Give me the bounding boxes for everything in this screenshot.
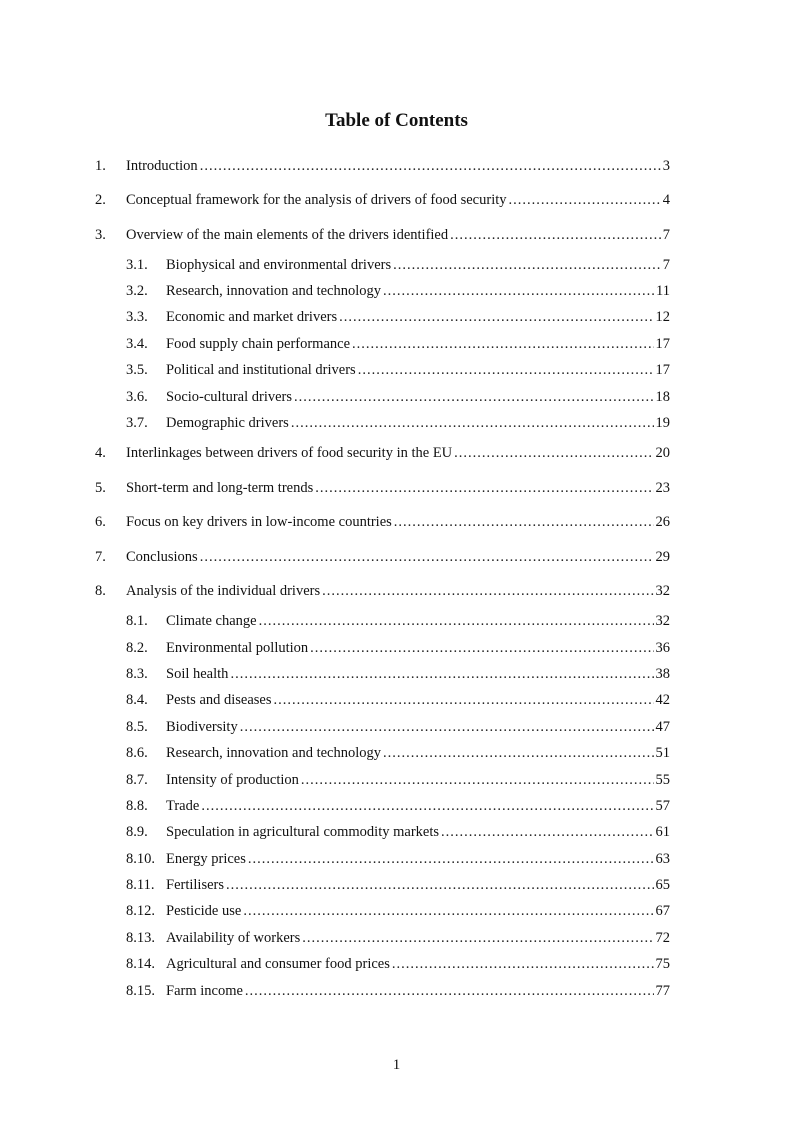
toc-entry-page: 17 [655,362,670,378]
toc-entry-number: 8.13. [126,930,155,946]
dot-leader [394,513,654,531]
toc-entry-number: 3.3. [126,309,148,325]
dot-leader [291,414,654,432]
toc-entry-number: 3. [95,227,106,243]
toc-entry-number: 8.1. [126,613,148,629]
toc-entry-number: 2. [95,192,106,208]
toc-entry-label: Intensity of production [166,772,299,788]
toc-entry-number: 3.7. [126,415,148,431]
toc-entry-number: 8.11. [126,877,155,893]
toc-entry-page: 47 [655,719,670,735]
toc-entry-page: 72 [655,930,670,946]
toc-entry-number: 8.5. [126,719,148,735]
toc-entry[interactable] [95,191,670,209]
toc-entry-number: 8.14. [126,956,155,972]
toc-entry-number: 4. [95,445,106,461]
toc-entry-label: Socio-cultural drivers [166,389,293,405]
toc-entry-page: 36 [655,640,670,656]
toc-entry-page: 55 [655,772,670,788]
toc-entry-number: 8.9. [126,824,148,840]
dot-leader [200,157,661,175]
toc-entry-number: 3.5. [126,362,148,378]
toc-entry-page: 19 [655,415,670,431]
toc-entry-label: Climate change [166,613,257,629]
toc-entry-page: 51 [655,745,670,761]
dot-leader [230,665,653,683]
toc-entry-page: 65 [655,877,670,893]
dot-leader [450,226,661,244]
dot-leader [454,444,653,462]
toc-entry-label: Overview of the main elements of the drivers identified [126,227,449,243]
toc-entry-page: 7 [662,227,670,243]
toc-entry-label: Food supply chain performance [166,336,351,352]
toc-entry-label: Research, innovation and technology [166,745,382,761]
toc-entry-page: 7 [662,257,670,273]
toc-entry[interactable] [95,444,670,462]
toc-subentry[interactable] [126,823,670,841]
dot-leader [259,612,654,630]
dot-leader [243,902,653,920]
toc-entry-number: 1. [95,158,106,174]
toc-subentry[interactable] [126,361,670,379]
toc-entry-number: 8.15. [126,983,155,999]
toc-subentry[interactable] [126,982,670,1000]
toc-subentry[interactable] [126,771,670,789]
toc-entry-label: Focus on key drivers in low-income countries [126,514,392,530]
toc-entry[interactable] [95,226,670,244]
dot-leader [274,691,654,709]
toc-entry-number: 8.2. [126,640,148,656]
dot-leader [352,335,653,353]
toc-entry-label: Demographic drivers [166,415,289,431]
toc-entry-page: 61 [655,824,670,840]
dot-leader [226,876,654,894]
dot-leader [393,256,661,274]
toc-entry-page: 67 [655,903,670,919]
toc-entry-label: Research, innovation and technology [166,283,382,299]
toc-entry-label: Political and institutional drivers [166,362,356,378]
toc-entry-page: 12 [655,309,670,325]
toc-entry-number: 8.8. [126,798,148,814]
toc-entry-page: 57 [655,798,670,814]
dot-leader [315,479,653,497]
dot-leader [302,929,653,947]
toc-entry-label: Short-term and long-term trends [126,480,314,496]
toc-entry-number: 3.4. [126,336,148,352]
toc-entry-label: Farm income [166,983,243,999]
toc-entry-number: 8.6. [126,745,148,761]
toc-entry-label: Agricultural and consumer food prices [166,956,390,972]
toc-entry-label: Environmental pollution [166,640,309,656]
toc-subentry[interactable] [126,665,670,683]
toc-subentry[interactable] [126,955,670,973]
toc-entry-label: Fertilisers [166,877,224,893]
toc-entry-label: Interlinkages between drivers of food security in the EU [126,445,453,461]
toc-subentry[interactable] [126,256,670,274]
toc-entry-page: 75 [655,956,670,972]
toc-entry-number: 5. [95,480,106,496]
toc-entry-number: 8.7. [126,772,148,788]
toc-entry-label: Biophysical and environmental drivers [166,257,392,273]
dot-leader [200,548,654,566]
toc-entry-label: Availability of workers [166,930,301,946]
dot-leader [392,955,654,973]
toc-entry-label: Introduction [126,158,198,174]
toc-entry[interactable] [95,582,670,600]
toc-entry-page: 23 [655,480,670,496]
dot-leader [301,771,654,789]
toc-entry-page: 11 [656,283,670,299]
dot-leader [441,823,653,841]
dot-leader [509,191,661,209]
toc-entry-page: 29 [655,549,670,565]
toc-entry-page: 32 [655,583,670,599]
toc-subentry[interactable] [126,902,670,920]
toc-entry-number: 3.6. [126,389,148,405]
dot-leader [240,718,654,736]
toc-entry-page: 32 [655,613,670,629]
toc-entry-number: 8.12. [126,903,155,919]
toc-entry-page: 63 [655,851,670,867]
toc-entry-label: Conceptual framework for the analysis of drivers of food security [126,192,507,208]
page-number: 1 [392,1057,401,1073]
toc-subentry[interactable] [126,876,670,894]
toc-entry-page: 26 [655,514,670,530]
toc-entry[interactable] [95,548,670,566]
toc-entry-label: Speculation in agricultural commodity markets [166,824,440,840]
toc-subentry[interactable] [126,308,670,326]
toc-entry-label: Trade [166,798,200,814]
toc-entry-label: Pesticide use [166,903,242,919]
toc-entry-label: Energy prices [166,851,246,867]
dot-leader [322,582,653,600]
toc-entry-label: Economic and market drivers [166,309,338,325]
toc-entry-page: 77 [655,983,670,999]
toc-entry-page: 4 [662,192,670,208]
page-title: Table of Contents [325,110,468,131]
dot-leader [245,982,654,1000]
toc-entry-page: 20 [655,445,670,461]
toc-entry-label: Soil health [166,666,229,682]
toc-entry-label: Analysis of the individual drivers [126,583,321,599]
toc-entry[interactable] [95,513,670,531]
dot-leader [358,361,654,379]
toc-entry-page: 17 [655,336,670,352]
toc-entry-label: Pests and diseases [166,692,272,708]
toc-subentry[interactable] [126,850,670,868]
toc-entry-number: 6. [95,514,106,530]
toc-entry[interactable] [95,157,670,175]
dot-leader [383,282,654,300]
toc-subentry[interactable] [126,691,670,709]
toc-subentry[interactable] [126,744,670,762]
toc-entry[interactable] [95,479,670,497]
dot-leader [294,388,653,406]
dot-leader [339,308,653,326]
dot-leader [310,639,653,657]
toc-entry-number: 8. [95,583,106,599]
toc-subentry[interactable] [126,335,670,353]
toc-subentry[interactable] [126,282,670,300]
toc-entry-number: 7. [95,549,106,565]
toc-subentry[interactable] [126,388,670,406]
toc-subentry[interactable] [126,612,670,630]
toc-entry-page: 42 [655,692,670,708]
toc-subentry[interactable] [126,797,670,815]
dot-leader [383,744,653,762]
toc-subentry[interactable] [126,414,670,432]
toc-entry-number: 8.10. [126,851,155,867]
toc-subentry[interactable] [126,639,670,657]
toc-entry-number: 3.1. [126,257,148,273]
toc-entry-page: 38 [655,666,670,682]
toc-entry-number: 8.4. [126,692,148,708]
toc-entry-label: Biodiversity [166,719,238,735]
dot-leader [248,850,654,868]
toc-subentry[interactable] [126,929,670,947]
toc-entry-page: 3 [662,158,670,174]
toc-subentry[interactable] [126,718,670,736]
dot-leader [201,797,653,815]
toc-entry-number: 8.3. [126,666,148,682]
toc-entry-page: 18 [655,389,670,405]
toc-entry-number: 3.2. [126,283,148,299]
toc-entry-label: Conclusions [126,549,198,565]
